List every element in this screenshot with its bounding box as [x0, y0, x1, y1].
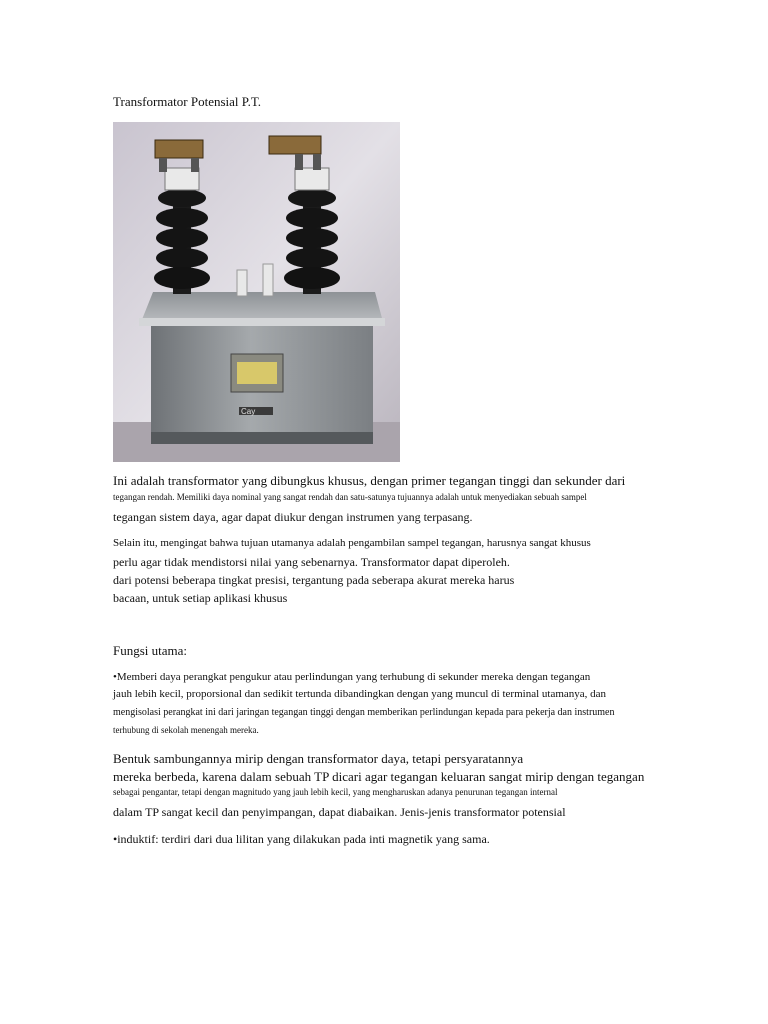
para3-line-1: Bentuk sambungannya mirip dengan transformator daya, tetapi persyaratannya — [113, 751, 524, 766]
para2-line-4: bacaan, untuk setiap aplikasi khusus — [113, 591, 288, 605]
para1-line-3: tegangan sistem daya, agar dapat diukur dengan instrumen yang terpasang. — [113, 510, 473, 524]
para2-line-2: perlu agar tidak mendistorsi nilai yang sebenarnya. Transformator dapat diperoleh. — [113, 555, 510, 569]
para2-line-1: Selain itu, mengingat bahwa tujuan utamanya adalah pengambilan sampel tegangan, harusnya sangat khusus — [113, 537, 591, 549]
bullet2-line: •induktif: terdiri dari dua lilitan yang dilakukan pada inti magnetik yang sama. — [113, 832, 490, 846]
fungsi-heading: Fungsi utama: — [113, 643, 188, 658]
bullet1-line-4: terhubung di sekolah menengah mereka. — [113, 725, 259, 735]
transformer-photo — [113, 122, 400, 462]
nameplate-logo: Cay — [241, 407, 256, 416]
para3-line-4: dalam TP sangat kecil dan penyimpangan, dapat diabaikan. Jenis-jenis transformator potensial — [113, 805, 566, 819]
para2-line-3: dari potensi beberapa tingkat presisi, tergantung pada seberapa akurat mereka harus — [113, 573, 515, 587]
bullet1-line-1: •Memberi daya perangkat pengukur atau perlindungan yang terhubung di sekunder mereka dengan tegangan — [113, 671, 591, 683]
bullet1-line-3: mengisolasi perangkat ini dari jaringan tegangan tinggi dengan memberikan perlindungan kepada para pekerja dan instrumen — [113, 707, 615, 718]
bullet1-line-2: jauh lebih kecil, proporsional dan sedikit tertunda dibandingkan dengan yang muncul di terminal utamanya, dan — [113, 688, 607, 700]
para1-line-2: tegangan rendah. Memiliki daya nominal yang sangat rendah dan satu-satunya tujuannya adalah untuk menyediakan sebuah sampel — [113, 492, 587, 502]
para1-line-1: Ini adalah transformator yang dibungkus khusus, dengan primer tegangan tinggi dan sekunder dari — [113, 473, 626, 488]
para3-line-3: sebagai pengantar, tetapi dengan magnitudo yang jauh lebih kecil, yang mengharuskan adanya penurunan tegangan internal — [113, 787, 558, 797]
para3-line-2: mereka berbeda, karena dalam sebuah TP dicari agar tegangan keluaran sangat mirip dengan tegangan — [113, 769, 645, 784]
doc-title: Transformator Potensial P.T. — [113, 94, 262, 109]
